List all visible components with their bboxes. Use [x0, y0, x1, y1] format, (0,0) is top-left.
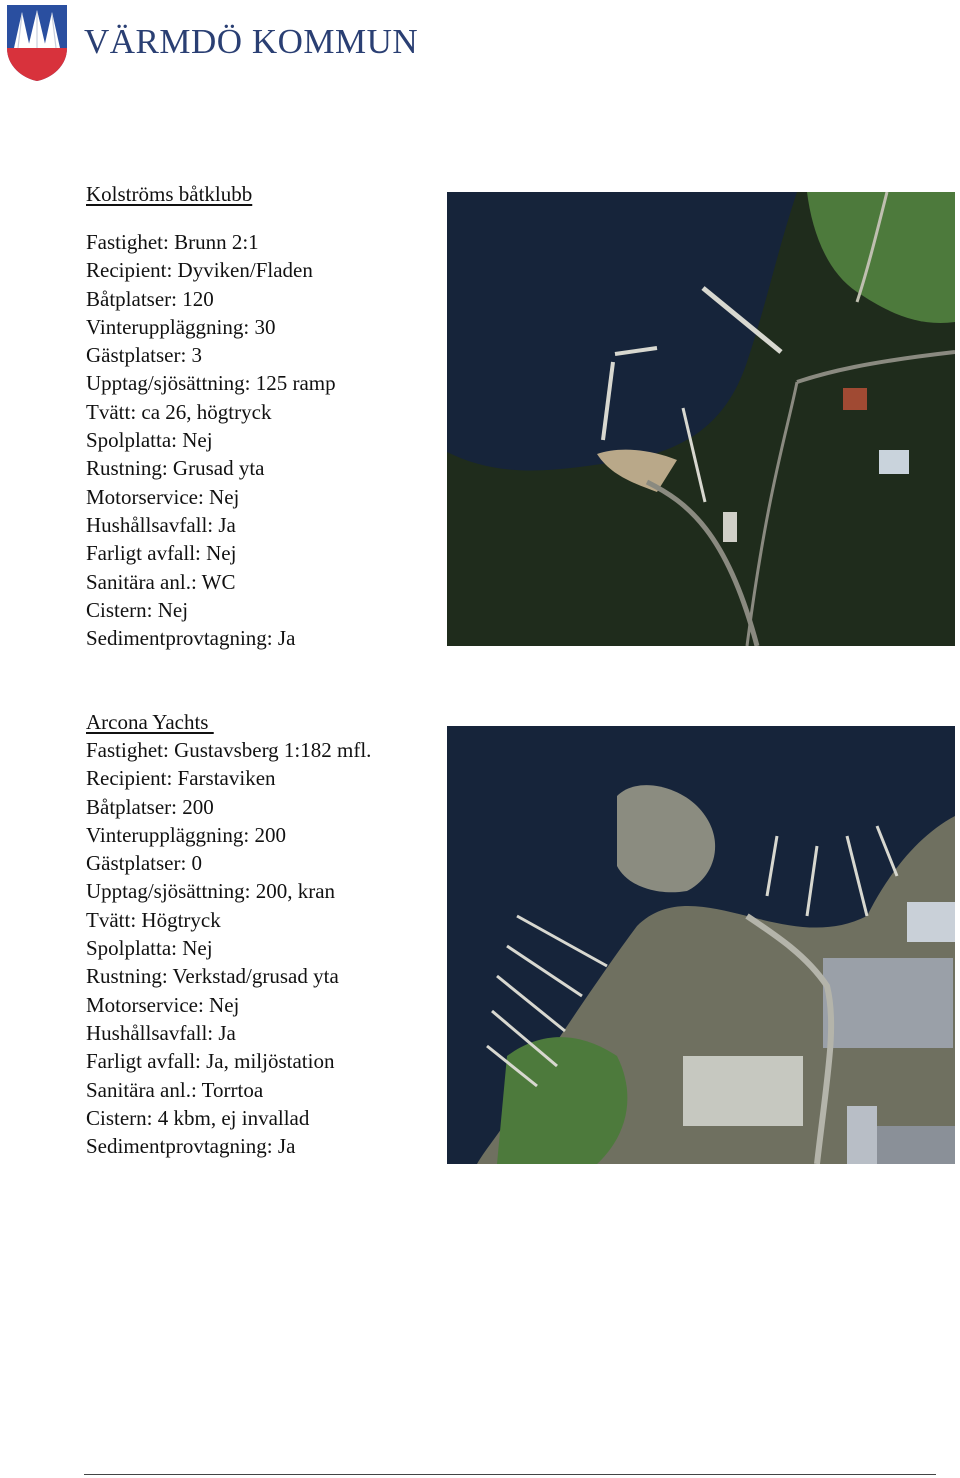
fact-item: Hushållsavfall: Ja — [86, 512, 236, 537]
fact-item: Recipient: Farstaviken — [86, 766, 276, 791]
fact-item: Gästplatser: 3 — [86, 343, 203, 368]
facts-list-kolstroms — [86, 228, 336, 652]
fact-item: Cistern: 4 kbm, ej invallad — [86, 1105, 310, 1130]
fact-item: Cistern: Nej — [86, 597, 189, 622]
fact-item: Vinteruppläggning: 200 — [86, 822, 286, 847]
fact-item: Motorservice: Nej — [86, 992, 240, 1017]
coat-of-arms-icon — [4, 2, 70, 82]
fact-item: Tvätt: ca 26, högtryck — [86, 399, 272, 424]
footer-divider — [84, 1474, 936, 1475]
aerial-photo-arcona — [447, 726, 955, 1164]
fact-item: Sedimentprovtagning: Ja — [86, 1134, 296, 1159]
fact-item: Fastighet: Brunn 2:1 — [86, 230, 259, 254]
municipality-name: VÄRMDÖ KOMMUN — [84, 22, 419, 61]
fact-item: Farligt avfall: Nej — [86, 541, 237, 566]
aerial-photo-kolstroms — [447, 192, 955, 646]
fact-item: Upptag/sjösättning: 125 ramp — [86, 371, 336, 396]
fact-item: Sanitära anl.: WC — [86, 569, 236, 594]
fact-item: Spolplatta: Nej — [86, 428, 213, 453]
fact-item: Motorservice: Nej — [86, 484, 240, 509]
fact-item: Sanitära anl.: Torrtoa — [86, 1077, 264, 1102]
fact-item: Recipient: Dyviken/Fladen — [86, 258, 313, 283]
fact-item: Vinteruppläggning: 30 — [86, 314, 276, 339]
facts-list-arcona — [86, 736, 371, 1160]
fact-item: Hushållsavfall: Ja — [86, 1020, 236, 1045]
fact-item: Upptag/sjösättning: 200, kran — [86, 879, 336, 904]
fact-item: Tvätt: Högtryck — [86, 907, 221, 932]
fact-item: Båtplatser: 120 — [86, 286, 214, 311]
fact-item: Båtplatser: 200 — [86, 794, 214, 819]
fact-item: Gästplatser: 0 — [86, 851, 203, 876]
fact-item: Rustning: Grusad yta — [86, 456, 265, 481]
section-title-arcona: Arcona Yachts — [86, 710, 214, 734]
fact-item: Farligt avfall: Ja, miljöstation — [86, 1049, 335, 1074]
fact-item: Fastighet: Gustavsberg 1:182 mfl. — [86, 738, 372, 762]
section-title-kolstroms: Kolströms båtklubb — [86, 182, 253, 206]
fact-item: Sedimentprovtagning: Ja — [86, 626, 296, 651]
fact-item: Spolplatta: Nej — [86, 936, 213, 961]
fact-item: Rustning: Verkstad/grusad yta — [86, 964, 339, 989]
